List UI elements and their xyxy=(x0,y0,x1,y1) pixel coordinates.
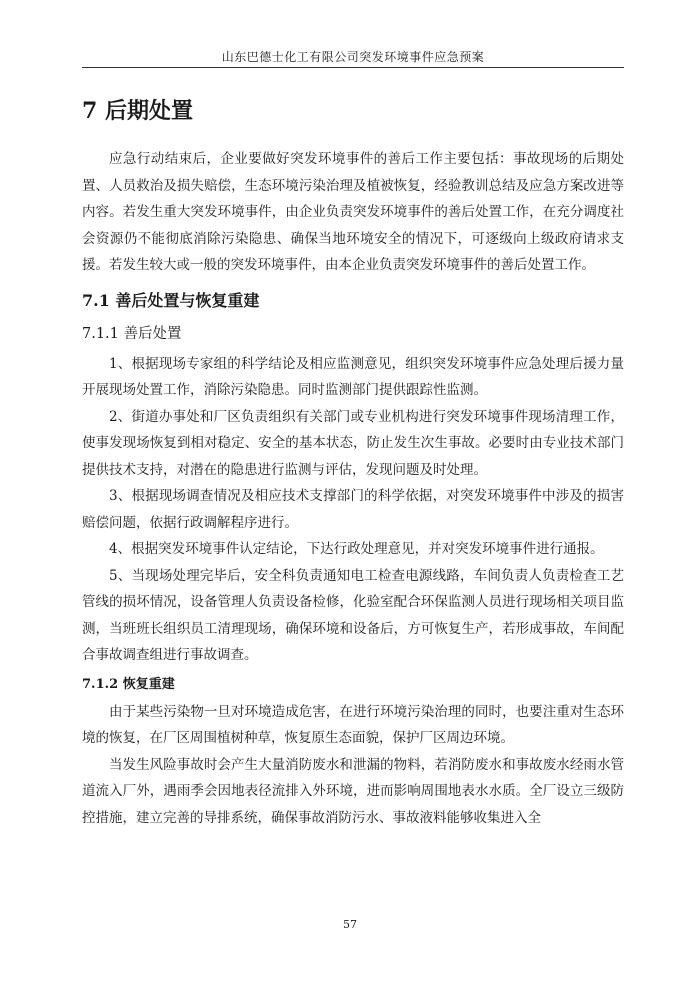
chapter-title: 7 后期处置 xyxy=(82,98,193,124)
list-item: 3、根据现场调查情况及相应技术支撑部门的科学依据，对突发环境事件中涉及的损害赔偿问题，依据行政调解程序进行。 xyxy=(82,488,624,531)
section-heading-7-1-2: 7.1.2 恢复重建 xyxy=(82,676,175,692)
body-paragraph: 当发生风险事故时会产生大量消防废水和泄漏的物料，若消防废水和事故废水经雨水管道流入厂外，遇雨季会因地表径流排入外环境，进而影响周围地表水水质。全厂设立三级防控措施，建立完善的导排系统，确保事故消防污水、事故液料能够收集进入全 xyxy=(82,756,624,826)
body-paragraph: 由于某些污染物一旦对环境造成危害，在进行环境污染治理的同时，也要注重对生态环境的恢复，在厂区周围植树种草，恢复原生态面貌，保护厂区周边环境。 xyxy=(82,703,624,746)
header-divider xyxy=(82,67,624,68)
list-item: 4、根据突发环境事件认定结论，下达行政处理意见，并对突发环境事件进行通报。 xyxy=(109,541,604,557)
list-item: 2、街道办事处和厂区负责组织有关部门或专业机构进行突发环境事件现场清理工作，使事发现场恢复到相对稳定、安全的基本状态，防止发生次生事故。必要时由专业技术部门提供技术支持，对潜在的隐患进行监测与评估，发现问题及时处理。 xyxy=(82,408,624,478)
list-item: 5、当现场处理完毕后，安全科负责通知电工检查电源线路，车间负责人负责检查工艺管线的损坏情况，设备管理人负责设备检修，化验室配合环保监测人员进行现场相关项目监测，当班班长组织员工清理现场，确保环境和设备后，方可恢复生产，若形成事故，车间配合事故调查组进行事故调查。 xyxy=(82,567,624,663)
list-item: 1、根据现场专家组的科学结论及相应监测意见，组织突发环境事件应急处理后援力量开展现场处置工作，消除污染隐患。同时监测部门提供跟踪性监测。 xyxy=(82,355,624,398)
intro-paragraph: 应急行动结束后，企业要做好突发环境事件的善后工作主要包括：事故现场的后期处置、人员救治及损失赔偿，生态环境污染治理及植被恢复，经验教训总结及应急方案改进等内容。若发生重大突发环境事件，由企业负责突发环境事件的善后处置工作，在充分调度社会资源仍不能彻底消除污染隐患、确保当地环境安全的情况下，可逐级向上级政府请求支援。若发生较大或一般的突发环境事件，由本企业负责突发环境事件的善后处置工作。 xyxy=(82,151,624,273)
section-heading-7-1-1: 7.1.1 善后处置 xyxy=(82,325,182,342)
page-number: 57 xyxy=(343,918,357,931)
section-heading-7-1: 7.1 善后处置与恢复重建 xyxy=(82,290,260,310)
page-content xyxy=(82,94,624,831)
page-header: 山东巴德士化工有限公司突发环境事件应急预案 xyxy=(221,50,485,64)
